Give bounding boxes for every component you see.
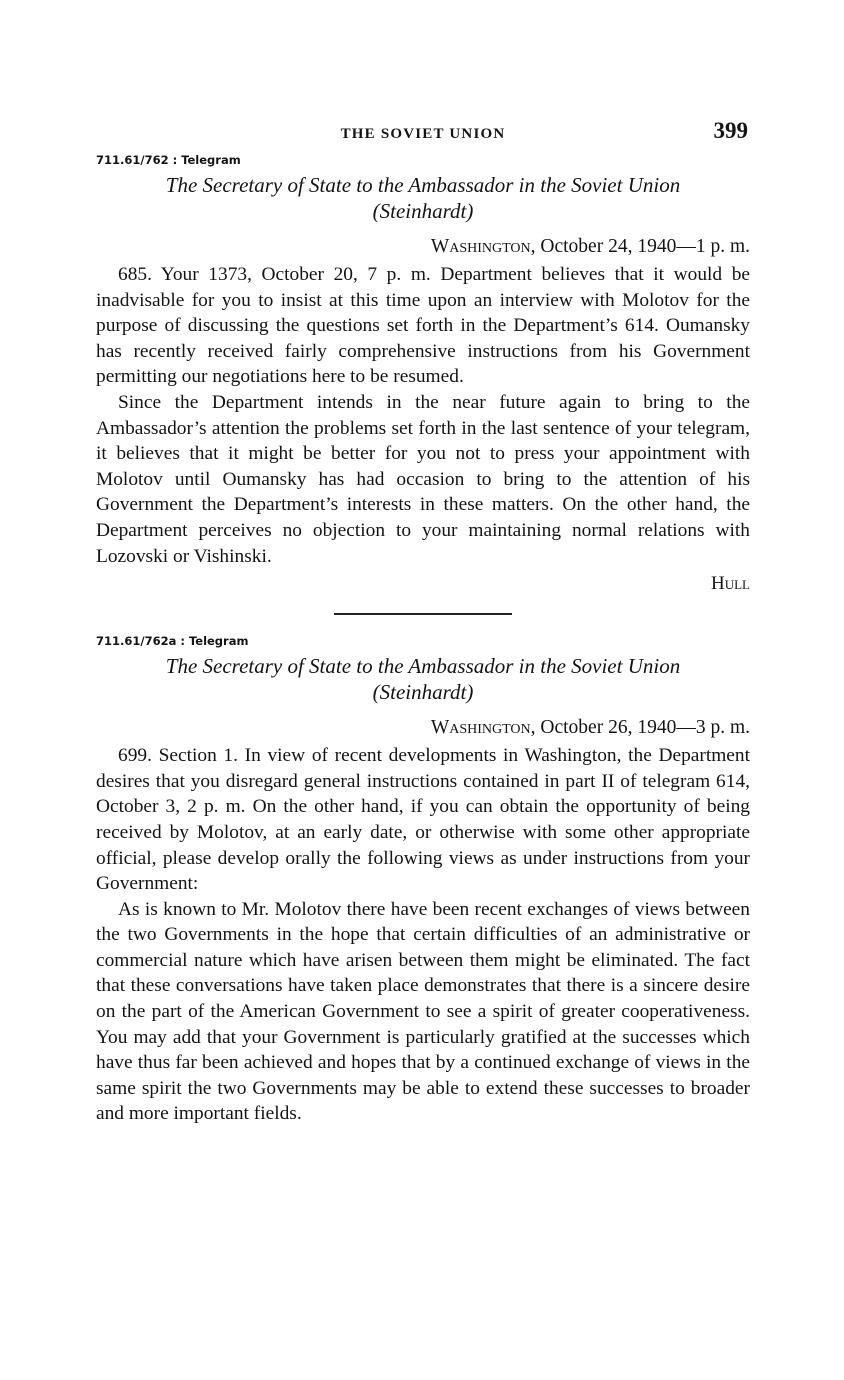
running-header [96, 118, 750, 152]
document-title-recipient: (Steinhardt) [372, 199, 474, 223]
document-title [96, 172, 750, 224]
document-block-762 [96, 152, 750, 597]
body-paragraph: As is known to Mr. Molotov there have been recent exchanges of views between the two Governments in the hope that certain difficulties of an administrative or commercial nature which have arisen between them might be eliminated. The fact that these conversations have taken place demonstrates that there is a sincere desire on the part of the American Government to see a spirit of greater cooperativeness. You may add that your Government is particularly gratified at the successes which have thus far been achieved and hopes that by a continued exchange of views in the same spirit the two Governments may be able to extend these successes to broader and more important fields. [96, 898, 750, 1125]
document-reference: 711.61/762a : Telegram [96, 634, 249, 649]
document-title-line: The Secretary of State to the Ambassador in the Soviet Union [165, 173, 681, 197]
dateline [96, 713, 750, 743]
dateline-place: Washington, [430, 717, 536, 739]
document-title [96, 653, 750, 705]
document-reference: 711.61/762 : Telegram [96, 153, 241, 167]
document-block-762a [96, 633, 750, 1127]
page-number: 399 [713, 118, 748, 143]
signature: Hull [711, 573, 750, 595]
body-paragraph: 699. Section 1. In view of recent developments in Washington, the Department desires that you disregard general instructions contained in part II of telegram 614, October 3, 2 p. m. On the other hand, if you can obtain the opportunity of being received by Molotov, at an early date, or otherwise with some other appropriate official, please develop orally the following views as under instructions from your Government: [96, 745, 750, 895]
document-page [96, 118, 750, 1127]
dateline-date: October 24, 1940—1 p. m. [535, 236, 750, 257]
dateline-place: Washington, [430, 236, 536, 257]
running-title: THE SOVIET UNION [340, 126, 506, 142]
document-title-recipient: (Steinhardt) [372, 680, 474, 705]
dateline-date: October 26, 1940—3 p. m. [535, 717, 750, 739]
document-title-line: The Secretary of State to the Ambassador in the Soviet Union [165, 654, 681, 679]
body-paragraph: Since the Department intends in the near future again to bring to the Ambassador’s attention the problems set forth in the last sentence of your telegram, it believes that it might be better for you not to press your appointment with Molotov until Oumansky has had occasion to bring to the attention of his Government the Department’s interests in these matters. On the other hand, the Department perceives no objection to your maintaining normal relations with Lozovski or Vishinski. [96, 391, 750, 567]
dateline [96, 232, 750, 262]
body-paragraph: 685. Your 1373, October 20, 7 p. m. Department believes that it would be inadvisable for you to insist at this time upon an interview with Molotov for the purpose of discussing the questions set forth in the Department’s 614. Oumansky has recently received fairly comprehensive instructions from his Government permitting our negotiations here to be resumed. [96, 264, 750, 388]
section-divider [334, 613, 512, 615]
